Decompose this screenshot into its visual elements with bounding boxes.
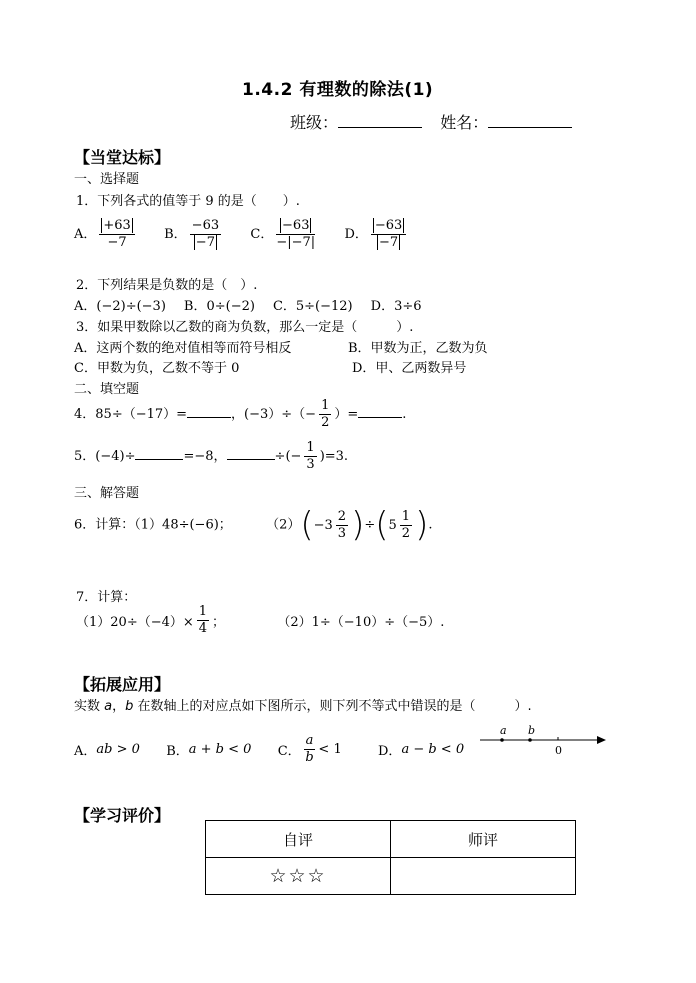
- part-heading-solve: 三、解答题: [74, 486, 140, 501]
- class-label: 班级：: [290, 113, 339, 132]
- q2-option-c: C．5÷(−12): [272, 299, 353, 314]
- q3-stem: 3．如果甲数除以乙数的商为负数，那么一定是（ ）.: [76, 320, 414, 335]
- teacher-rating-cell[interactable]: [391, 858, 576, 895]
- q3-option-b: B．甲数为正，乙数为负: [348, 341, 488, 356]
- page-title: 1.4.2 有理数的除法(1): [242, 80, 434, 100]
- q4-blank-1[interactable]: [187, 405, 231, 418]
- point-b: [528, 738, 532, 742]
- q5: 5．(−4)÷ =−8， ÷(− $\frac{1}{3}$ )=3.: [74, 440, 349, 472]
- q1-stem: 1．下列各式的值等于 9 的是（ ）.: [76, 194, 300, 209]
- q2-option-a: A．(−2)÷(−3): [74, 299, 166, 314]
- label-b: b: [528, 724, 536, 737]
- q1-option-b: B． $\frac{-63}{-7}$: [164, 218, 220, 250]
- label-zero: 0: [555, 744, 562, 757]
- label-a: a: [500, 724, 507, 737]
- q1-options: [74, 218, 409, 251]
- q2-option-b: B．0÷(−2): [183, 299, 255, 314]
- section-heading-evaluation: 【学习评价】: [74, 806, 171, 825]
- name-label: 姓名：: [440, 113, 489, 132]
- eval-header-teacher: 师评: [391, 821, 576, 858]
- evaluation-table: [205, 820, 576, 895]
- q2-option-d: D．3÷6: [370, 299, 422, 314]
- q5-blank-2[interactable]: [227, 447, 275, 460]
- arrow-right-icon: [597, 736, 606, 744]
- q1-option-c: C． $\frac{-63}{-|-7|}$: [250, 218, 316, 250]
- q2-stem: 2．下列结果是负数的是（ ）.: [76, 278, 258, 293]
- q3-option-a: A．这两个数的绝对值相等而符号相反: [74, 341, 292, 356]
- class-field[interactable]: [338, 113, 422, 128]
- ext-options: A．ab > 0 B．a + b < 0 C． $\frac{a}{b}$ < 1 D．a − b < 0: [74, 733, 465, 765]
- q3-option-c: C．甲数为负，乙数不等于 0: [74, 361, 240, 376]
- q6: 6．计算：（1）48÷(−6)； （2）(−3 $\frac{2}{3}$ )÷(5 $\frac{1}{2}$ ).: [74, 505, 433, 545]
- self-rating-stars[interactable]: ☆☆☆: [206, 858, 391, 895]
- q3-option-d: D．甲、乙两数异号: [352, 361, 467, 376]
- point-a: [500, 738, 504, 742]
- q5-blank-1[interactable]: [135, 447, 183, 460]
- q2-options: [74, 295, 422, 314]
- eval-header-self: 自评: [206, 821, 391, 858]
- part-heading-choice: 一、选择题: [74, 172, 140, 187]
- q7-parts: （1）20÷（−4）× $\frac{1}{4}$ ； （2）1÷（−10）÷（−5）.: [76, 604, 445, 636]
- name-field[interactable]: [488, 113, 572, 128]
- ext-stem: 实数 a，b 在数轴上的对应点如下图所示，则下列不等式中错误的是（ ）.: [74, 699, 532, 714]
- q7-stem: 7．计算：: [76, 590, 137, 605]
- q4-blank-2[interactable]: [358, 405, 402, 418]
- student-info: [290, 110, 572, 133]
- number-line-diagram: [478, 722, 608, 758]
- q1-option-a: A． $\frac{+63}{-7}$: [74, 227, 142, 242]
- section-heading-extension: 【拓展应用】: [74, 675, 171, 694]
- q1-option-d: D． $\frac{-63}{-7}$: [344, 227, 409, 242]
- q4: 4．85÷（−17）= ，(−3）÷（− $\frac{1}{2}$ ）= .: [74, 398, 407, 430]
- section-heading-practice: 【当堂达标】: [74, 148, 171, 167]
- part-heading-fill: 二、填空题: [74, 382, 140, 397]
